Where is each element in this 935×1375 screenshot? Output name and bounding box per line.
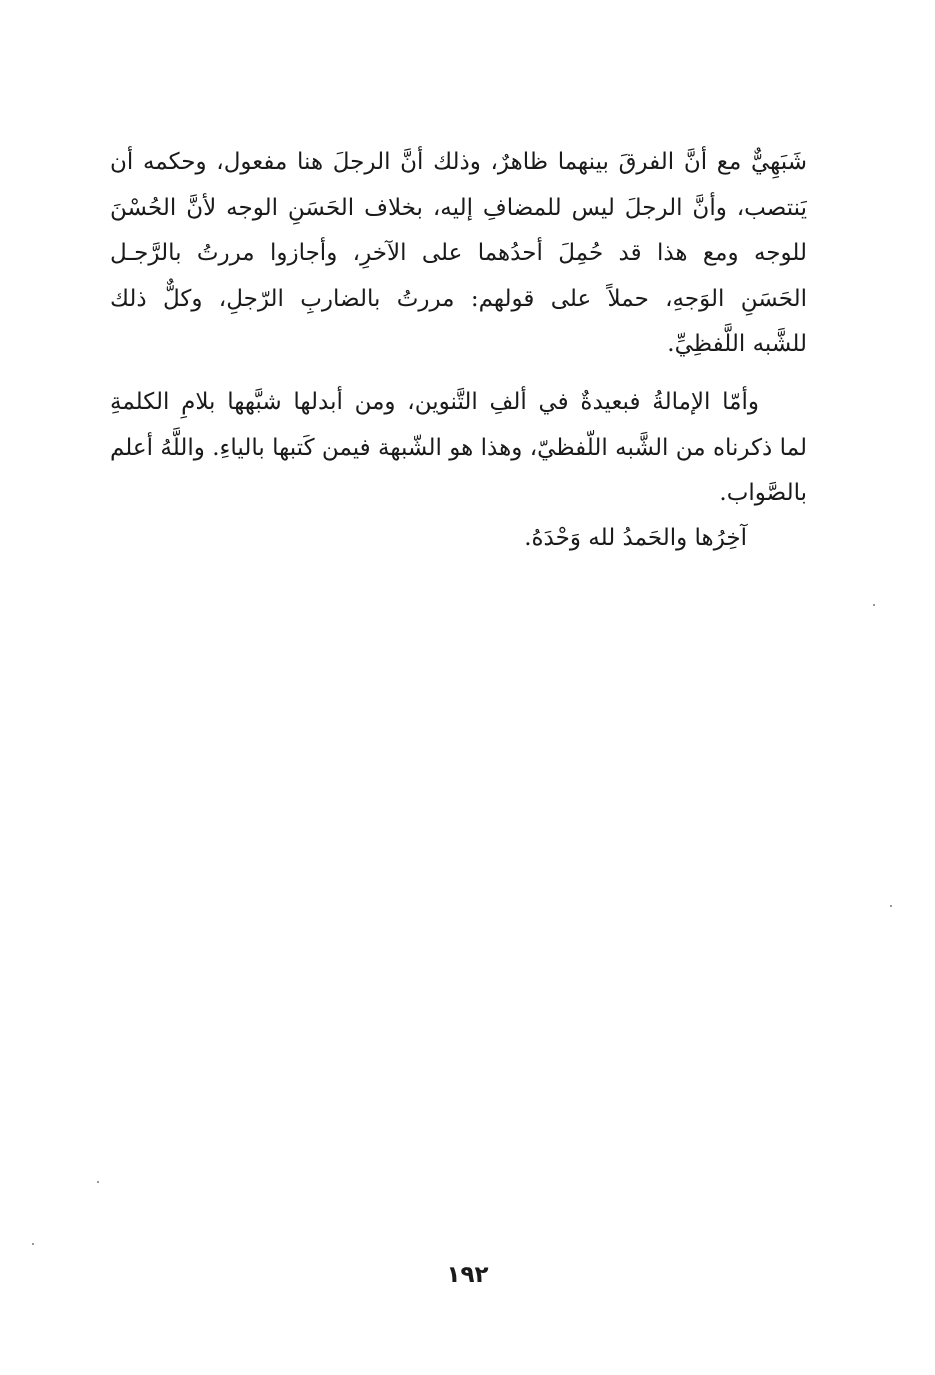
scan-speck [873,604,875,606]
paragraph-line: بالصَّواب. [719,480,807,506]
paragraph-line: للشَّبه اللَّفظِيِّ. [667,331,807,357]
scan-speck [97,1181,99,1183]
paragraph-line: وأمّا الإمالةُ فبعيدةٌ في ألفِ التَّنوين، ومن أبدلها شبَّهها بلامِ الكلمةِ [110,389,759,415]
paragraph-line: يَنتصب، وأنَّ الرجلَ ليس للمضافِ إليه، بخلاف الحَسَنِ الوجه لأنَّ الحُسْنَ [110,194,807,221]
paragraph-1 [110,140,807,368]
page-number: ١٩٢ [446,1262,489,1288]
scan-speck [890,905,892,907]
paragraph-line: الحَسَنِ الوَجهِ، حملاً على قولهم: مررتُ بالضاربِ الرّجلِ، وكلٌّ ذلك [110,285,807,312]
paragraph-line: شَبَهِيٌّ مع أنَّ الفرقَ بينهما ظاهرٌ، وذلك أنَّ الرجلَ هنا مفعول، وحكمه أن [110,149,807,175]
paragraph-2 [110,380,807,517]
paragraph-line: للوجه ومع هذا قد حُمِلَ أحدُهما على الآخرِ، وأجازوا مررتُ بالرَّجـل [110,240,807,266]
scan-speck [32,1243,34,1245]
closing-line: آخِرُها والحَمدُ لله وَحْدَهُ. [524,525,747,551]
paragraph-line: لما ذكرناه من الشَّبه اللّفظيّ، وهذا هو الشّبهة فيمن كَتبها بالياءِ. واللَّهُ أعلم [110,434,807,461]
